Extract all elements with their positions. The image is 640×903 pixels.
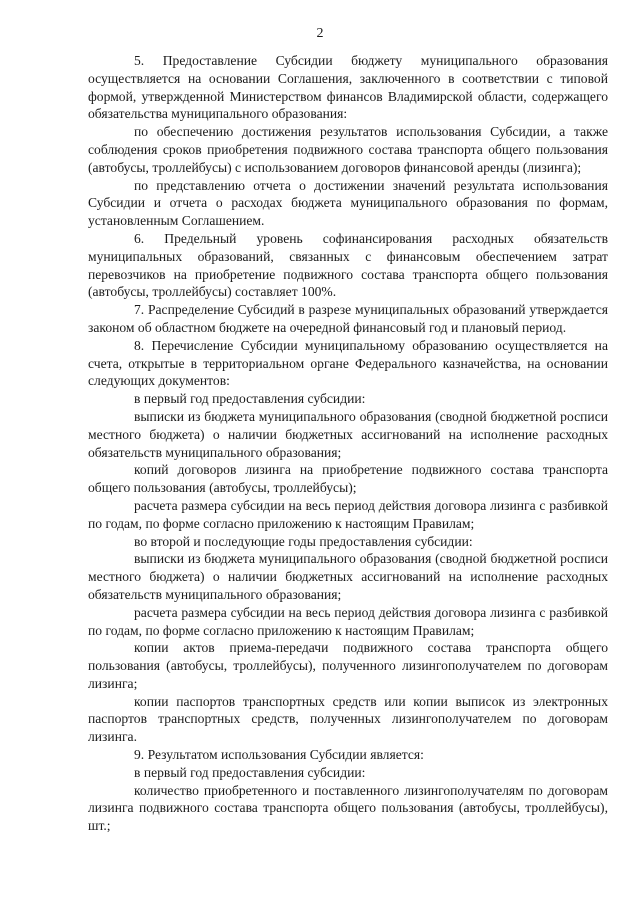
paragraph-6: 6. Предельный уровень софинансирования расходных обязательств муниципальных образований, связанных с финансовым обеспечением затрат перевозчиков на приобретение подвижного состава транспорта общего пользования (автобусы, троллейбусы) составляет 100%. bbox=[88, 230, 608, 300]
paragraph-5-item-1: по обеспечению достижения результатов использования Субсидии, а также соблюдения сроков приобретения подвижного состава транспорта общего пользования (автобусы, троллейбусы) с использованием договоров финансовой аренды (лизинга); bbox=[88, 124, 608, 175]
paragraph-8-next-years-item-4: копии паспортов транспортных средств или копии выписок из электронных паспортов транспортных средств, полученных лизингополучателем по договорам лизинга. bbox=[88, 693, 608, 745]
paragraph-5-item-2: по представлению отчета о достижении значений результата использования Субсидии и отчета о расходах бюджета муниципального образования по формам, установленным Соглашением. bbox=[88, 177, 608, 229]
paragraph-5: 5. Предоставление Субсидии бюджету муниципального образования осуществляется на основании Соглашения, заключенного в соответствии с типовой формой, утвержденной Министерством финансов Владимирской области, содержащего обязательства муниципального образования: bbox=[88, 53, 608, 122]
paragraph-8-first-year-heading: в первый год предоставления субсидии: bbox=[134, 391, 366, 407]
paragraph-8: 8. Перечисление Субсидии муниципальному образованию осуществляется на счета, открытые в территориальном органе Федерального казначейства, на основании следующих документов: bbox=[88, 337, 608, 389]
page-number: 2 bbox=[316, 26, 324, 41]
paragraph-8-first-year-item-2: копий договоров лизинга на приобретение подвижного состава транспорта общего пользования (автобусы, троллейбусы); bbox=[88, 462, 608, 496]
paragraph-7: 7. Распределение Субсидий в разрезе муниципальных образований утверждается законом об областном бюджете на очередной финансовый год и плановый период. bbox=[88, 302, 608, 335]
paragraph-9-first-year-heading: в первый год предоставления субсидии: bbox=[134, 764, 366, 780]
paragraph-8-next-years-heading: во второй и последующие годы предоставления субсидии: bbox=[134, 533, 473, 549]
paragraph-8-first-year-item-3: расчета размера субсидии на весь период действия договора лизинга с разбивкой по годам, по форме согласно приложению к настоящим Правилам; bbox=[88, 497, 608, 531]
document-body bbox=[88, 52, 608, 835]
paragraph-8-next-years-item-3: копии актов приема-передачи подвижного состава транспорта общего пользования (автобусы, троллейбусы), полученного лизингополучателем по договорам лизинга; bbox=[88, 640, 608, 691]
paragraph-8-first-year-item-1: выписки из бюджета муниципального образования (сводной бюджетной росписи местного бюджета) о наличии бюджетных ассигнований на исполнение расходных обязательств муниципального образования; bbox=[88, 408, 608, 460]
paragraph-8-next-years-item-1: выписки из бюджета муниципального образования (сводной бюджетной росписи местного бюджета) о наличии бюджетных ассигнований на исполнение расходных обязательств муниципального образования; bbox=[88, 551, 608, 602]
paragraph-9-first-year-item-1: количество приобретенного и поставленного лизингополучателям по договорам лизинга подвижного состава транспорта общего пользования (автобусы, троллейбусы), шт.; bbox=[88, 782, 608, 834]
paragraph-9: 9. Результатом использования Субсидии является: bbox=[134, 747, 424, 763]
paragraph-8-next-years-item-2: расчета размера субсидии на весь период действия договора лизинга с разбивкой по годам, по форме согласно приложению к настоящим Правилам; bbox=[88, 604, 608, 638]
